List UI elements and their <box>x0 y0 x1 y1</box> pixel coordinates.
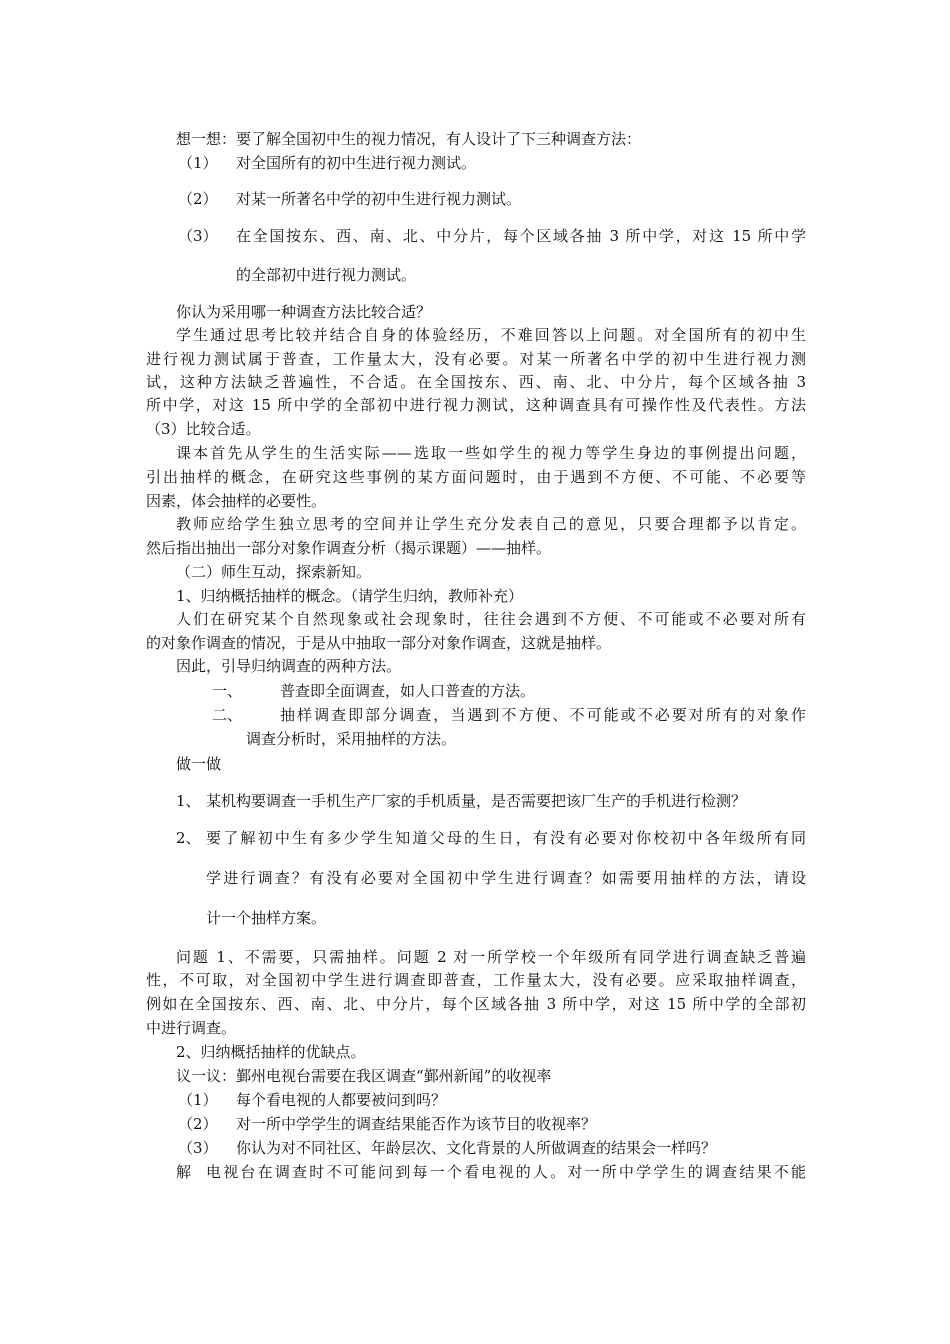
therefore-text: 因此，引导归纳调查的两种方法。 <box>176 657 402 675</box>
method-2-text: 抽样调查即部分调查，当遇到不方便、不可能或不必要对所有的对象作 <box>280 706 806 724</box>
think-item-3-continuation: 的全部初中进行视力测试。 <box>236 266 417 284</box>
think-question: 你认为采用哪一种调查方法比较合适？ <box>176 303 432 321</box>
do-it-item-2-continuation-2: 计一个抽样方案。 <box>206 909 327 927</box>
think-item-3-number: （3） <box>178 227 218 245</box>
do-it-item-2-number: 2、 <box>176 829 201 847</box>
solution-text: 电视台在调查时不可能问到每一个看电视的人。对一所中学学生的调查结果不能 <box>206 1163 806 1181</box>
method-2-number: 二、 <box>212 706 243 724</box>
analysis-line-3: 试，这种方法缺乏普遍性，不合适。在全国按东、西、南、北、中分片，每个区域各抽 3 <box>146 373 806 391</box>
analysis-line-1: 学生通过思考比较并结合自身的体验经历，不难回答以上问题。对全国所有的初中生 <box>176 326 806 344</box>
discuss-item-1-number: （1） <box>178 1091 218 1109</box>
answer-line-1: 问题 1、不需要，只需抽样。问题 2 对一所学校一个年级所有同学进行调查缺乏普遍 <box>176 948 806 966</box>
do-it-item-1-text: 某机构要调查一手机生产厂家的手机质量，是否需要把该厂生产的手机进行检测？ <box>206 792 747 810</box>
solution-label: 解 <box>176 1163 192 1181</box>
think-item-2-number: （2） <box>178 190 218 208</box>
do-it-item-2-text: 要了解初中生有多少学生知道父母的生日，有没有必要对你校初中各年级所有同 <box>206 829 806 847</box>
method-1-text: 普查即全面调查，如人口普查的方法。 <box>280 682 536 700</box>
analysis-line-5: （3）比较合适。 <box>146 420 261 438</box>
teacher-line-1: 教师应给学生独立思考的空间并让学生充分发表自己的意见，只要合理都予以肯定。 <box>176 515 806 533</box>
method-2-continuation: 调查分析时，采用抽样的方法。 <box>246 730 457 748</box>
think-intro: 想一想：要了解全国初中生的视力情况，有人设计了下三种调查方法： <box>176 130 642 148</box>
think-item-2-text: 对某一所著名中学的初中生进行视力测试。 <box>236 190 522 208</box>
analysis-line-4: 所中学，对这 15 所中学的全部初中进行视力测试，这种调查具有可操作性及代表性。方法 <box>146 396 806 414</box>
point-1-heading: 1、归纳概括抽样的概念。（请学生归纳，教师补充） <box>176 587 524 605</box>
do-it-item-2-continuation-1: 学进行调查？有没有必要对全国初中学生进行调查？如需要用抽样的方法，请设 <box>206 869 806 887</box>
definition-line-1: 人们在研究某个自然现象或社会现象时，往往会遇到不方便、不可能或不必要对所有 <box>176 610 806 628</box>
textbook-line-3: 因素，体会抽样的必要性。 <box>146 492 327 510</box>
think-item-1-text: 对全国所有的初中生进行视力测试。 <box>236 154 477 172</box>
do-it-item-1-number: 1、 <box>176 792 201 810</box>
discuss-item-2-text: 对一所中学学生的调查结果能否作为该节目的收视率？ <box>236 1115 597 1133</box>
teacher-line-2: 然后指出抽出一部分对象作调查分析（揭示课题）——抽样。 <box>146 539 552 557</box>
textbook-line-1: 课本首先从学生的生活实际——选取一些如学生的视力等学生身边的事例提出问题， <box>176 444 806 462</box>
answer-line-4: 中进行调查。 <box>146 1019 237 1037</box>
textbook-line-2: 引出抽样的概念，在研究这些事例的某方面问题时，由于遇到不方便、不可能、不必要等 <box>146 468 806 486</box>
discuss-intro: 议一议：鄞州电视台需要在我区调查“鄞州新闻”的收视率 <box>176 1067 552 1085</box>
answer-line-3: 例如在全国按东、西、南、北、中分片，每个区域各抽 3 所中学，对这 15 所中学的全部初 <box>146 995 806 1013</box>
definition-line-2: 的对象作调查的情况，于是从中抽取一部分对象作调查，这就是抽样。 <box>146 634 612 652</box>
method-1-number: 一、 <box>212 682 243 700</box>
analysis-line-2: 进行视力测试属于普查，工作量太大，没有必要。对某一所著名中学的初中生进行视力测 <box>146 350 806 368</box>
discuss-item-1-text: 每个看电视的人都要被问到吗？ <box>236 1091 447 1109</box>
answer-line-2: 性，不可取，对全国初中学生进行调查即普查，工作量太大，没有必要。应采取抽样调查， <box>146 971 806 989</box>
point-2-heading: 2、归纳概括抽样的优缺点。 <box>176 1043 366 1061</box>
section-heading-2: （二）师生互动，探索新知。 <box>176 563 372 581</box>
discuss-item-2-number: （2） <box>178 1115 218 1133</box>
think-item-1-number: （1） <box>178 154 218 172</box>
discuss-item-3-text: 你认为对不同社区、年龄层次、文化背景的人所做调查的结果会一样吗？ <box>236 1139 717 1157</box>
do-it-heading: 做一做 <box>176 755 222 773</box>
discuss-item-3-number: （3） <box>178 1139 218 1157</box>
think-item-3-text: 在全国按东、西、南、北、中分片，每个区域各抽 3 所中学，对这 15 所中学 <box>236 227 806 245</box>
